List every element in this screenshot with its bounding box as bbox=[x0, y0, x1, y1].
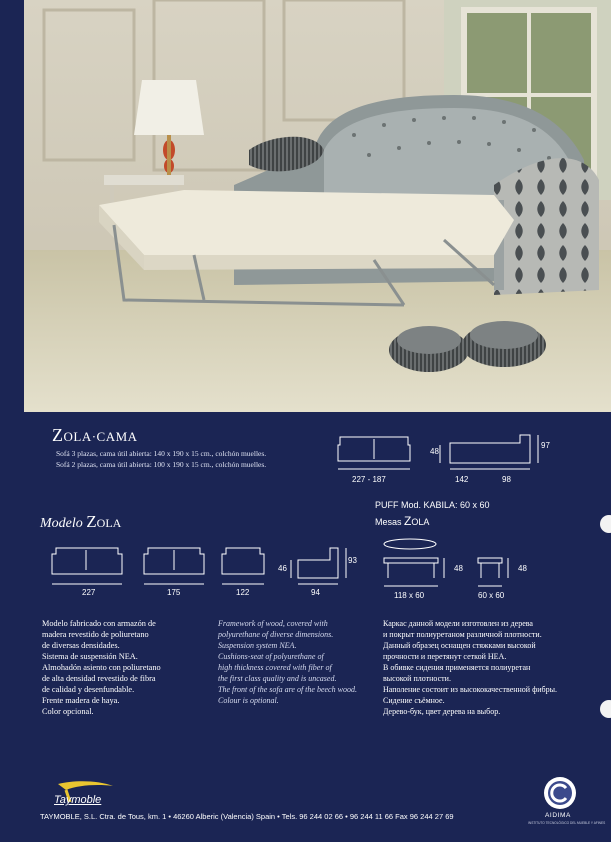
sofa-bed-drawings bbox=[330, 425, 560, 500]
binder-hole bbox=[600, 515, 611, 533]
sofa-model-drawings bbox=[48, 540, 368, 595]
seat-height-dim: 46 bbox=[278, 564, 287, 573]
bed-total-height-dim: 97 bbox=[541, 441, 550, 450]
table-2-size-dim: 60 x 60 bbox=[478, 591, 505, 600]
taymoble-logo: Taymoble bbox=[48, 780, 118, 815]
puff-spec: PUFF Mod. KABILA: 60 x 60 bbox=[375, 500, 490, 510]
company-address: TAYMOBLE, S.L. Ctra. de Tous, km. 1 • 46260 Alberic (Valencia) Spain • Tels. 96 244 02 66 • 96 244 11 66 Fax 96 244 27 69 bbox=[40, 812, 454, 821]
bed-depth-open-dim: 98 bbox=[502, 475, 511, 484]
aidima-seal bbox=[540, 775, 580, 811]
english-description: Framework of wood, covered with polyurethane of diverse dimensions. Suspension system NEA. Cushions-seat of polyurethane of high thickness covered with fiber of the first class quality and is uncased. The front of the sofa are of the beech wood. Colour is optional. bbox=[218, 619, 357, 705]
table-1-height-dim: 48 bbox=[454, 564, 463, 573]
bed-width-dim: 227 - 187 bbox=[352, 475, 386, 484]
zola-cama-title: ZOLA·CAMA bbox=[52, 425, 138, 445]
sofa-depth-dim: 94 bbox=[311, 588, 320, 597]
spanish-description: Modelo fabricado con armazón de madera revestido de poliuretano de diversas densidades. Sistema de suspensión NEA. Almohadón asiento con poliuretano de alta densidad revestido de fibra de calidad y desenfundable. Frente madera de haya. Color opcional. bbox=[42, 619, 161, 716]
mesas-title: Mesas ZOLA bbox=[375, 514, 430, 528]
table-1-size-dim: 118 x 60 bbox=[394, 591, 425, 600]
sofa-2-width-dim: 175 bbox=[167, 588, 181, 597]
binder-hole bbox=[600, 700, 611, 718]
spec-line-3-seat: Sofá 3 plazas, cama útil abierta: 140 x 190 x 15 cm., colchón muelles. bbox=[56, 449, 267, 458]
sofa-bed-photo bbox=[24, 0, 611, 412]
aidima-subtitle: INSTITUTO TECNOLÓGICO DEL MUEBLE Y AFINES bbox=[528, 821, 606, 825]
bed-depth-closed-dim: 142 bbox=[455, 475, 469, 484]
sofa-3-width-dim: 227 bbox=[82, 588, 96, 597]
table-2-height-dim: 48 bbox=[518, 564, 527, 573]
back-height-dim: 93 bbox=[348, 556, 357, 565]
russian-description: Каркас данной модели изготовлен из дерева и покрыт полиуретаном различной плотности. Данный образец оснащен стяжками высокой прочности и перетянут сеткой НЕА. В обивке сидения применяется полиуретан высокой плотности. Наполение состоит из высококачественной фибры. Сидение съёмное. Дерево-бук, цвет дерева на выбор. bbox=[383, 619, 557, 716]
model-title: Modelo ZOLA bbox=[40, 512, 122, 531]
aidima-label: AIDIMA bbox=[545, 812, 571, 819]
table-drawings bbox=[380, 538, 520, 598]
sofa-1-width-dim: 122 bbox=[236, 588, 250, 597]
bed-height-dim: 48 bbox=[430, 447, 439, 456]
spec-line-2-seat: Sofá 2 plazas, cama útil abierta: 100 x 190 x 15 cm., colchón muelles. bbox=[56, 460, 267, 469]
